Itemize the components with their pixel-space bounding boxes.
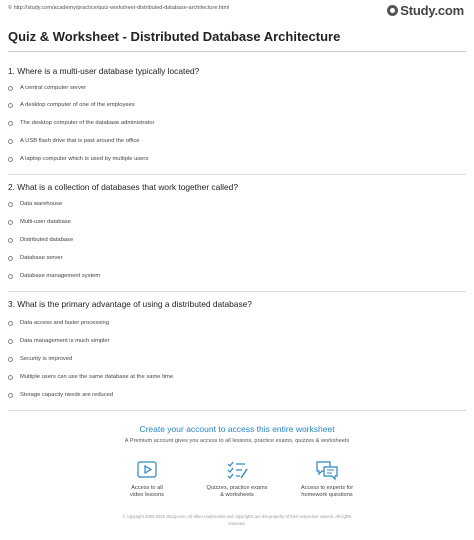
radio-button[interactable] [8, 393, 13, 398]
radio-button[interactable] [8, 339, 13, 344]
option-label: Security is improved [20, 356, 73, 362]
feature-label: Access to experts for [300, 485, 354, 491]
video-icon [134, 459, 160, 481]
option-1d[interactable] [8, 136, 139, 146]
option-3c[interactable] [8, 354, 72, 364]
feature-label: & worksheets [220, 492, 254, 498]
study-logo-icon [387, 5, 398, 16]
option-2b[interactable] [8, 217, 71, 227]
radio-button[interactable] [8, 256, 13, 261]
feature-video-lessons[interactable] [102, 459, 192, 499]
feature-quizzes[interactable] [192, 459, 282, 499]
option-label: A desktop computer of one of the employees [20, 102, 135, 108]
promo-title[interactable]: Create your account to access this entire worksheet [139, 424, 335, 434]
question-divider [8, 174, 466, 175]
option-1c[interactable] [8, 118, 154, 128]
feature-experts[interactable] [282, 459, 372, 499]
feature-label: Quizzes, practice exams [206, 485, 268, 491]
option-label: The desktop computer of the database administrator [20, 120, 155, 126]
copyright-text-cont: reserved. [228, 521, 246, 526]
option-3a[interactable] [8, 318, 109, 328]
feature-label: homework questions [301, 492, 353, 498]
title-divider [8, 51, 466, 52]
promo-subtitle: A Premium account gives you access to all lessons, practice exams, quizzes & worksheets [124, 438, 350, 444]
option-2e[interactable] [8, 271, 100, 281]
study-logo[interactable] [387, 3, 464, 18]
option-2d[interactable] [8, 253, 63, 263]
radio-button[interactable] [8, 274, 13, 279]
radio-button[interactable] [8, 86, 13, 91]
option-1a[interactable] [8, 83, 86, 93]
radio-button[interactable] [8, 321, 13, 326]
radio-button[interactable] [8, 220, 13, 225]
feature-label: video lessons [130, 492, 164, 498]
radio-button[interactable] [8, 139, 13, 144]
option-label: A laptop computer which is used by multiple users [20, 156, 149, 162]
question-divider [8, 291, 466, 292]
option-label: Multi-user database [20, 219, 71, 225]
option-3d[interactable] [8, 372, 173, 382]
radio-button[interactable] [8, 202, 13, 207]
question-3: 3. What is the primary advantage of using a distributed database? [8, 299, 252, 309]
option-label: Storage capacity needs are reduced [20, 392, 114, 398]
radio-button[interactable] [8, 238, 13, 243]
option-label: Distributed database [20, 237, 74, 243]
radio-button[interactable] [8, 121, 13, 126]
top-bar [0, 0, 474, 20]
chat-icon [314, 459, 340, 481]
radio-button[interactable] [8, 103, 13, 108]
radio-button[interactable] [8, 375, 13, 380]
option-2a[interactable] [8, 199, 62, 209]
option-1e[interactable] [8, 154, 148, 164]
question-2: 2. What is a collection of databases that work together called? [8, 182, 238, 192]
option-label: Database management system [20, 273, 101, 279]
question-divider [8, 410, 466, 411]
option-1b[interactable] [8, 100, 135, 110]
option-3b[interactable] [8, 336, 110, 346]
radio-button[interactable] [8, 357, 13, 362]
radio-button[interactable] [8, 157, 13, 162]
copyright-text: © copyright 2003-2020 Study.com. All other trademarks and copyrights are the property of their respective owners. All rights [122, 514, 352, 519]
option-3e[interactable] [8, 390, 113, 400]
page-title: Quiz & Worksheet - Distributed Database Architecture [8, 29, 341, 44]
option-label: A USB flash drive that is past around the office [20, 138, 140, 144]
option-label: A central computer server [20, 85, 87, 91]
option-label: Data management is much simpler [20, 338, 110, 344]
option-label: Database server [20, 255, 63, 261]
logo-text: Study.com [400, 3, 464, 18]
page-url: © http://study.com/academy/practice/quiz-worksheet-distributed-database-architecture.html [8, 5, 230, 11]
question-1: 1. Where is a multi-user database typically located? [8, 66, 200, 76]
option-label: Data access and faster processing [20, 320, 109, 326]
option-label: Data warehouse [20, 201, 63, 207]
option-2c[interactable] [8, 235, 73, 245]
feature-label: Access to all [131, 485, 163, 491]
option-label: Multiple users can use the same database at the same time [20, 374, 174, 380]
quiz-icon [224, 459, 250, 481]
